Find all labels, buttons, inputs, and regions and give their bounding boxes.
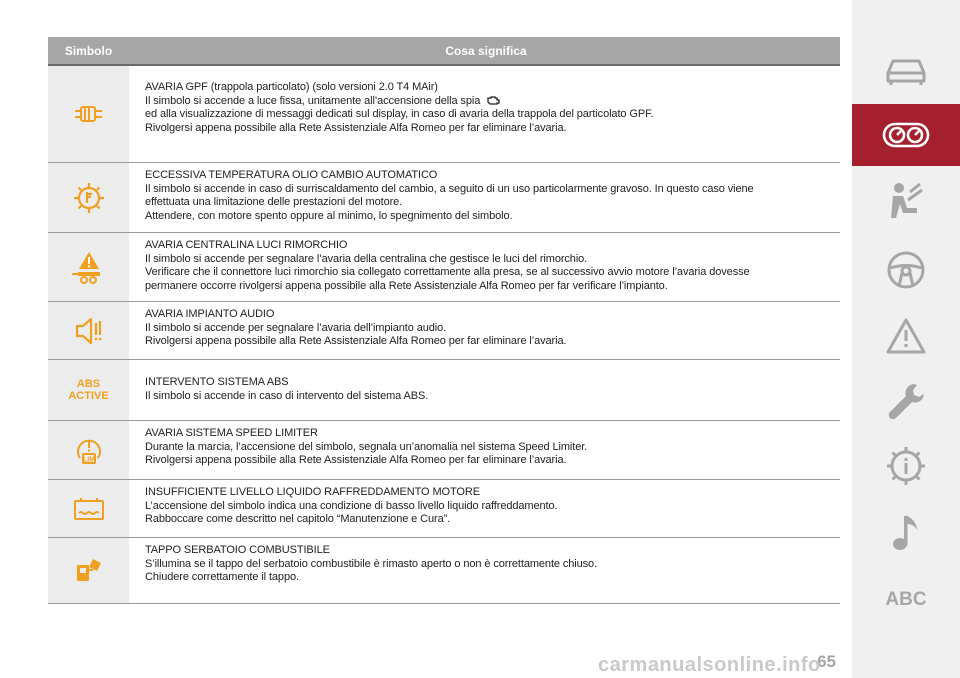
sidebar-item-safety[interactable] (852, 172, 960, 232)
row-line: Rivolgersi appena possibile alla Rete Assistenziale Alfa Romeo per far eliminare l’avaria. (145, 121, 567, 134)
svg-text:LIM: LIM (82, 456, 95, 464)
table-row (48, 66, 840, 163)
page-number: 65 (817, 652, 836, 671)
abs-icon-text: ABS (76, 378, 101, 390)
table-row (48, 421, 840, 480)
gpf-filter-icon (48, 66, 129, 162)
chapter-sidebar (852, 0, 960, 678)
row-line: effettuata una limitazione delle prestazioni del motore. (145, 196, 403, 209)
row-title: AVARIA IMPIANTO AUDIO (145, 308, 275, 320)
watermark: carmanualsonline.info (598, 654, 821, 676)
table-row (48, 360, 840, 421)
row-line: S’illumina se il tappo del serbatoio combustibile è rimasto aperto o non è correttamente chiuso. (145, 557, 598, 570)
row-line: ed alla visualizzazione di messaggi dedicati sul display, in caso di avaria della trappola del particolato GPF. (145, 108, 654, 121)
row-line: Il simbolo si accende per segnalare l’avaria dell’impianto audio. (145, 321, 447, 334)
row-line: Il simbolo si accende per segnalare l’avaria della centralina che gestisce le luci del rimorchio. (145, 252, 588, 265)
row-title: INSUFFICIENTE LIVELLO LIQUIDO RAFFREDDAMENTO MOTORE (145, 486, 480, 498)
row-line: Il simbolo si accende in caso di intervento del sistema ABS. (145, 389, 429, 402)
sidebar-item-multimedia[interactable] (852, 502, 960, 562)
row-line: Attendere, con motore spento oppure al minimo, lo spegnimento del simbolo. (145, 209, 513, 222)
header-symbol: Simbolo (64, 43, 113, 58)
warning-triangle-icon (884, 316, 928, 356)
engine-check-icon (486, 95, 500, 105)
row-title: ECCESSIVA TEMPERATURA OLIO CAMBIO AUTOMATICO (145, 169, 438, 181)
row-title: AVARIA CENTRALINA LUCI RIMORCHIO (145, 239, 348, 251)
row-line: Verificare che il connettore luci rimorchio sia collegato correttamente alla presa, se al successivo avvio motore l’avaria dovesse (145, 266, 750, 279)
row-line: Chiudere correttamente il tappo. (145, 571, 299, 584)
table-row (48, 538, 840, 604)
active-icon-text: ACTIVE (68, 390, 109, 402)
sidebar-item-car[interactable] (852, 40, 960, 100)
row-title: INTERVENTO SISTEMA ABS (145, 376, 289, 388)
instrument-panel-icon (882, 120, 930, 150)
warning-lights-table (48, 37, 840, 604)
sidebar-item-instruments[interactable] (852, 104, 960, 166)
row-line: Rivolgersi appena possibile alla Rete Assistenziale Alfa Romeo per far eliminare l’avaria. (145, 335, 567, 348)
car-icon (883, 53, 929, 87)
speed-limiter-failure-icon (48, 421, 129, 479)
sidebar-item-emergency[interactable] (852, 306, 960, 366)
audio-failure-icon (48, 302, 129, 359)
fuel-cap-icon (48, 538, 129, 603)
steering-wheel-icon (885, 249, 927, 291)
row-line: Il simbolo si accende in caso di surriscaldamento del cambio, a seguito di un uso particolarmente gravoso. In questo caso viene (145, 182, 754, 195)
header-meaning: Cosa significa (445, 43, 527, 58)
row-line: L’accensione del simbolo indica una condizione di basso livello liquido raffreddamento. (145, 499, 558, 512)
seatbelt-passenger-icon (884, 180, 928, 224)
sidebar-item-maintenance[interactable] (852, 372, 960, 432)
row-line: permanere occorre rivolgersi appena possibile alla Rete Assistenziale Alfa Romeo per far verificare l’impianto. (145, 279, 668, 292)
wrench-icon (884, 380, 928, 424)
row-title: AVARIA SISTEMA SPEED LIMITER (145, 427, 318, 439)
gearbox-oil-temperature-icon (48, 163, 129, 232)
row-line: Durante la marcia, l’accensione del simbolo, segnala un’anomalia nel sistema Speed Limiter. (145, 440, 588, 453)
row-line: Rivolgersi appena possibile alla Rete Assistenziale Alfa Romeo per far eliminare l’avaria. (145, 454, 567, 467)
info-gear-icon (884, 444, 928, 488)
trailer-lights-failure-icon (48, 233, 129, 301)
table-row (48, 302, 840, 360)
sidebar-item-driving[interactable] (852, 240, 960, 300)
table-row (48, 233, 840, 302)
table-row (48, 480, 840, 538)
coolant-level-icon (48, 480, 129, 537)
row-line: Rabboccare come descritto nel capitolo “Manutenzione e Cura”. (145, 513, 451, 526)
row-title: TAPPO SERBATOIO COMBUSTIBILE (145, 544, 330, 556)
abs-active-icon (48, 360, 129, 420)
sidebar-item-index[interactable]: ABC (885, 589, 927, 610)
row-line: Il simbolo si accende a luce fissa, unitamente all’accensione della spia (145, 94, 481, 107)
row-title: AVARIA GPF (trappola particolato) (solo versioni 2.0 T4 MAir) (145, 81, 438, 93)
sidebar-item-technical-data[interactable] (852, 436, 960, 496)
table-row (48, 163, 840, 233)
music-note-icon (888, 510, 924, 554)
table-header (48, 37, 840, 66)
